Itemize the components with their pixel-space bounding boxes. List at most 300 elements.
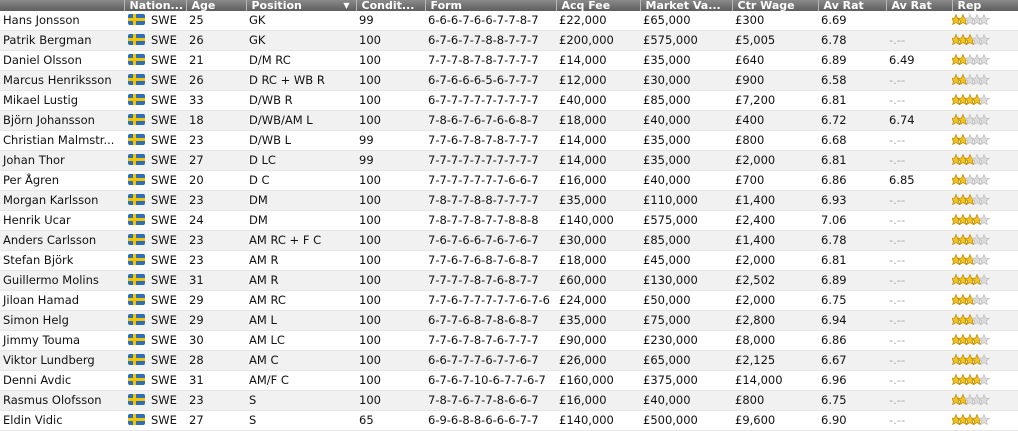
reputation-stars <box>952 131 1018 151</box>
age-cell: 28 <box>186 351 246 371</box>
reputation-stars <box>952 231 1018 251</box>
table-row[interactable] <box>0 291 1018 311</box>
col-header-ctr-wage[interactable]: Ctr Wage <box>732 0 818 11</box>
av-rat-2-cell: -.-- <box>889 133 906 147</box>
nationality-cell <box>124 211 186 231</box>
acq-fee-cell: £14,000 <box>559 133 607 147</box>
av-rat-2-cell: -.-- <box>886 311 952 331</box>
condition-cell: 100 <box>359 253 381 267</box>
star-empty-icon <box>978 354 987 364</box>
age-cell: 25 <box>189 13 204 27</box>
reputation-stars <box>952 351 1018 371</box>
av-rat-2-cell: -.-- <box>886 351 952 371</box>
col-header-condition[interactable]: Condit... <box>356 0 425 11</box>
star-empty-icon <box>978 114 987 124</box>
acq-fee-cell: £140,000 <box>559 213 614 227</box>
acq-fee-cell: £35,000 <box>556 311 640 331</box>
form-cell: 6-6-7-7-7-6-7-7-6-7 <box>425 351 556 371</box>
form-cell: 6-7-6-6-6-5-6-7-7-7 <box>425 71 556 91</box>
sweden-flag-icon <box>128 414 145 425</box>
acq-fee-cell: £26,000 <box>556 351 640 371</box>
form-cell: 7-7-7-7-8-7-6-8-7-7 <box>425 271 556 291</box>
condition-cell: 100 <box>356 191 425 211</box>
av-rat-2-cell: 6.85 <box>889 173 915 187</box>
nationality-cell <box>124 51 186 71</box>
nationality-code: SWE <box>151 113 177 127</box>
nationality-cell <box>124 291 186 311</box>
form-cell: 7-8-7-7-8-8-7-7-7-7 <box>425 191 556 211</box>
reputation-stars <box>952 311 1018 331</box>
ctr-wage-cell: £9,600 <box>735 413 776 427</box>
condition-cell: 100 <box>356 111 425 131</box>
ctr-wage-cell: £8,000 <box>735 333 776 347</box>
star-empty-icon <box>978 314 987 324</box>
av-rat-cell: 7.06 <box>821 213 847 227</box>
position-cell: AM RC <box>249 293 286 307</box>
form-cell: 6-7-7-6-8-7-8-6-8-7 <box>425 311 556 331</box>
col-header-av-rat-2[interactable]: Av Rat <box>886 0 952 11</box>
sweden-flag-icon <box>128 274 145 285</box>
col-header-age[interactable]: Age <box>186 0 246 11</box>
sweden-flag-icon <box>128 134 145 145</box>
nationality-code: SWE <box>151 73 177 87</box>
acq-fee-cell: £140,000 <box>559 413 614 427</box>
player-name[interactable]: Björn Johansson <box>0 111 124 131</box>
position-cell: AM R <box>249 253 279 267</box>
player-name[interactable]: Morgan Karlsson <box>0 191 124 211</box>
position-cell: DM <box>249 213 268 227</box>
ctr-wage-cell: £5,005 <box>732 31 818 51</box>
market-value-cell: £500,000 <box>643 413 698 427</box>
sweden-flag-icon <box>128 94 145 105</box>
age-cell: 23 <box>186 391 246 411</box>
acq-fee-cell: £35,000 <box>556 191 640 211</box>
condition-cell: 100 <box>359 53 381 67</box>
form-cell: 7-8-6-7-6-7-6-6-8-7 <box>425 111 556 131</box>
table-row[interactable] <box>0 171 1018 191</box>
sweden-flag-icon <box>128 194 145 205</box>
col-header-position[interactable] <box>246 0 356 11</box>
av-rat-2-cell: -.-- <box>886 271 952 291</box>
position-cell: AM L <box>246 311 356 331</box>
reputation-stars <box>952 411 1018 431</box>
table-row[interactable] <box>0 331 1018 351</box>
acq-fee-cell: £18,000 <box>559 253 607 267</box>
player-name[interactable]: Christian Malmstr... <box>3 133 115 147</box>
sweden-flag-icon <box>128 54 145 65</box>
form-cell: 7-7-6-7-6-8-7-6-8-7 <box>428 253 539 267</box>
acq-fee-cell: £200,000 <box>556 31 640 51</box>
ctr-wage-cell: £300 <box>735 13 765 27</box>
table-row[interactable] <box>0 11 1018 31</box>
av-rat-cell: 6.96 <box>821 373 847 387</box>
av-rat-cell: 6.93 <box>818 191 886 211</box>
ctr-wage-cell: £1,400 <box>732 231 818 251</box>
age-cell: 23 <box>186 231 246 251</box>
table-row[interactable] <box>0 211 1018 231</box>
ctr-wage-cell: £800 <box>735 133 765 147</box>
ctr-wage-cell: £700 <box>735 173 765 187</box>
form-cell: 6-7-7-7-7-7-7-7-7-7 <box>428 93 539 107</box>
nationality-cell <box>124 171 186 191</box>
nationality-cell <box>124 311 186 331</box>
market-value-cell: £110,000 <box>640 191 732 211</box>
nationality-cell <box>124 151 186 171</box>
nationality-code: SWE <box>151 33 177 47</box>
reputation-stars <box>952 271 1018 291</box>
table-row[interactable] <box>0 411 1018 431</box>
age-cell: 24 <box>189 213 204 227</box>
player-name[interactable]: Eldin Vidic <box>3 413 63 427</box>
form-cell: 6-9-6-8-8-6-6-6-7-7 <box>428 413 539 427</box>
sweden-flag-icon <box>128 374 145 385</box>
col-header-acq-fee[interactable]: Acq Fee <box>556 0 640 11</box>
av-rat-cell: 6.94 <box>818 311 886 331</box>
market-value-cell: £30,000 <box>640 71 732 91</box>
market-value-cell: £35,000 <box>643 53 691 67</box>
market-value-cell: £45,000 <box>643 253 691 267</box>
star-empty-icon <box>978 134 987 144</box>
table-row[interactable] <box>0 91 1018 111</box>
position-cell: D/M RC <box>249 53 291 67</box>
av-rat-cell: 6.75 <box>818 391 886 411</box>
sweden-flag-icon <box>128 394 145 405</box>
player-name[interactable]: Patrik Bergman <box>0 31 124 51</box>
table-row[interactable] <box>0 351 1018 371</box>
av-rat-2-cell: -.-- <box>889 373 906 387</box>
ctr-wage-cell: £2,000 <box>735 253 776 267</box>
market-value-cell: £50,000 <box>643 293 691 307</box>
star-empty-icon <box>978 374 987 384</box>
reputation-stars <box>952 331 1018 351</box>
sweden-flag-icon <box>128 314 145 325</box>
position-cell: GK <box>249 13 266 27</box>
av-rat-cell: 6.89 <box>818 271 886 291</box>
acq-fee-cell: £18,000 <box>556 111 640 131</box>
sweden-flag-icon <box>128 354 145 365</box>
age-cell: 23 <box>189 253 204 267</box>
ctr-wage-cell: £2,000 <box>735 293 776 307</box>
form-cell: 7-7-7-7-7-7-7-7-7-7 <box>425 151 556 171</box>
av-rat-cell: 6.78 <box>818 31 886 51</box>
col-header-market-value[interactable]: Market Va... <box>640 0 732 11</box>
acq-fee-cell: £30,000 <box>556 231 640 251</box>
market-value-cell: £575,000 <box>640 31 732 51</box>
position-cell: D/WB L <box>249 133 292 147</box>
acq-fee-cell: £60,000 <box>556 271 640 291</box>
reputation-stars <box>952 391 1018 411</box>
acq-fee-cell: £12,000 <box>556 71 640 91</box>
reputation-stars <box>952 11 1018 31</box>
nationality-code: SWE <box>151 253 177 267</box>
ctr-wage-cell: £2,125 <box>732 351 818 371</box>
av-rat-cell: 6.68 <box>821 133 847 147</box>
nationality-cell <box>124 411 186 431</box>
av-rat-cell: 6.86 <box>821 333 847 347</box>
sweden-flag-icon <box>128 334 145 345</box>
position-cell: AM/F C <box>249 373 289 387</box>
reputation-stars <box>952 91 1018 111</box>
nationality-code: SWE <box>151 353 177 367</box>
reputation-stars <box>952 191 1018 211</box>
nationality-code: SWE <box>151 193 177 207</box>
av-rat-cell: 6.90 <box>821 413 847 427</box>
star-empty-icon <box>978 94 987 104</box>
condition-cell: 99 <box>359 133 374 147</box>
market-value-cell: £35,000 <box>643 133 691 147</box>
market-value-cell: £575,000 <box>643 213 698 227</box>
av-rat-cell: 6.89 <box>821 53 847 67</box>
position-cell: AM C <box>246 351 356 371</box>
form-cell: 7-8-7-7-8-7-7-8-8-8 <box>428 213 539 227</box>
market-value-cell: £40,000 <box>640 111 732 131</box>
acq-fee-cell: £16,000 <box>556 391 640 411</box>
star-empty-icon <box>978 234 987 244</box>
market-value-cell: £375,000 <box>643 373 698 387</box>
market-value-cell: £35,000 <box>640 151 732 171</box>
ctr-wage-cell: £1,400 <box>732 191 818 211</box>
condition-cell: 99 <box>356 151 425 171</box>
condition-cell: 100 <box>359 373 381 387</box>
reputation-stars <box>952 251 1018 271</box>
av-rat-cell: 6.81 <box>821 93 847 107</box>
player-name[interactable]: Jimmy Touma <box>3 333 81 347</box>
av-rat-2-cell: -.-- <box>886 191 952 211</box>
ctr-wage-cell: £800 <box>732 391 818 411</box>
position-cell: AM LC <box>249 333 285 347</box>
position-cell: D C <box>249 173 270 187</box>
market-value-cell: £130,000 <box>640 271 732 291</box>
av-rat-cell: 6.58 <box>818 71 886 91</box>
table-row[interactable] <box>0 71 1018 91</box>
market-value-cell: £40,000 <box>640 391 732 411</box>
nationality-code: SWE <box>151 213 177 227</box>
table-row[interactable] <box>0 371 1018 391</box>
table-row[interactable] <box>0 31 1018 51</box>
age-cell: 29 <box>186 311 246 331</box>
position-cell: S <box>246 391 356 411</box>
player-name[interactable]: Rasmus Olofsson <box>0 391 124 411</box>
star-empty-icon <box>978 34 987 44</box>
age-cell: 21 <box>189 53 204 67</box>
form-cell: 7-7-6-7-8-7-8-7-7-7 <box>428 133 539 147</box>
av-rat-cell: 6.86 <box>821 173 847 187</box>
sweden-flag-icon <box>128 154 145 165</box>
market-value-cell: £85,000 <box>640 231 732 251</box>
nationality-cell <box>124 391 186 411</box>
ctr-wage-cell: £2,000 <box>732 151 818 171</box>
player-name[interactable]: Anders Carlsson <box>0 231 124 251</box>
player-name[interactable]: Marcus Henriksson <box>0 71 124 91</box>
nationality-cell <box>124 331 186 351</box>
nationality-code: SWE <box>151 333 177 347</box>
condition-cell: 100 <box>356 271 425 291</box>
av-rat-2-cell: -.-- <box>889 333 906 347</box>
col-header-name[interactable] <box>0 0 124 11</box>
reputation-stars <box>952 211 1018 231</box>
nationality-code: SWE <box>151 233 177 247</box>
star-empty-icon <box>978 274 987 284</box>
player-name[interactable]: Simon Helg <box>0 311 124 331</box>
ctr-wage-cell: £2,400 <box>735 213 776 227</box>
reputation-stars <box>952 151 1018 171</box>
position-cell: DM <box>246 191 356 211</box>
acq-fee-cell: £22,000 <box>559 13 607 27</box>
nationality-code: SWE <box>151 373 177 387</box>
av-rat-cell: 6.72 <box>818 111 886 131</box>
star-empty-icon <box>978 294 987 304</box>
age-cell: 20 <box>189 173 204 187</box>
condition-cell: 100 <box>359 93 381 107</box>
sweden-flag-icon <box>128 174 145 185</box>
position-cell: D/WB R <box>249 93 293 107</box>
form-cell: 6-7-6-7-7-8-8-7-7-7 <box>425 31 556 51</box>
table-row[interactable] <box>0 231 1018 251</box>
ctr-wage-cell: £2,502 <box>732 271 818 291</box>
sweden-flag-icon <box>128 114 145 125</box>
market-value-cell: £230,000 <box>643 333 698 347</box>
acq-fee-cell: £16,000 <box>559 173 607 187</box>
av-rat-2-cell: 6.74 <box>886 111 952 131</box>
player-name[interactable]: Hans Jonsson <box>3 13 80 27</box>
table-row[interactable] <box>0 111 1018 131</box>
av-rat-2-cell: -.-- <box>886 151 952 171</box>
sweden-flag-icon <box>128 14 145 25</box>
sweden-flag-icon <box>128 214 145 225</box>
col-header-nationality[interactable]: Nation... <box>124 0 186 11</box>
av-rat-2-cell <box>886 11 952 31</box>
nationality-cell <box>124 111 186 131</box>
table-row[interactable] <box>0 51 1018 71</box>
reputation-stars <box>952 31 1018 51</box>
form-cell: 7-7-6-7-8-7-6-7-7-7 <box>428 333 539 347</box>
market-value-cell: £65,000 <box>640 351 732 371</box>
table-row[interactable] <box>0 151 1018 171</box>
player-name[interactable]: Guillermo Molins <box>0 271 124 291</box>
star-empty-icon <box>978 74 987 84</box>
condition-cell: 100 <box>356 31 425 51</box>
table-row[interactable] <box>0 251 1018 271</box>
market-value-cell: £40,000 <box>643 173 691 187</box>
condition-cell: 100 <box>356 231 425 251</box>
player-name[interactable]: Stefan Björk <box>3 253 74 267</box>
player-name[interactable]: Henrik Ucar <box>3 213 71 227</box>
condition-cell: 100 <box>356 71 425 91</box>
reputation-stars <box>952 291 1018 311</box>
av-rat-2-cell: -.-- <box>889 213 906 227</box>
av-rat-2-cell: -.-- <box>886 391 952 411</box>
player-name[interactable]: Daniel Olsson <box>3 53 82 67</box>
position-cell: AM RC + F C <box>246 231 356 251</box>
nationality-cell <box>124 131 186 151</box>
ctr-wage-cell: £2,800 <box>732 311 818 331</box>
col-header-form[interactable]: Form <box>425 0 556 11</box>
ctr-wage-cell: £900 <box>732 71 818 91</box>
sweden-flag-icon <box>128 74 145 85</box>
condition-cell: 65 <box>359 413 374 427</box>
av-rat-2-cell: 6.49 <box>889 53 915 67</box>
player-name[interactable]: Johan Thor <box>0 151 124 171</box>
position-cell: GK <box>246 31 356 51</box>
sort-down-icon: ▼ <box>343 1 350 10</box>
player-name[interactable]: Mikael Lustig <box>3 93 79 107</box>
av-rat-2-cell: -.-- <box>889 93 906 107</box>
age-cell: 30 <box>189 333 204 347</box>
table-row[interactable] <box>0 131 1018 151</box>
form-cell: 6-6-6-7-6-6-7-7-8-7 <box>428 13 539 27</box>
av-rat-2-cell: -.-- <box>886 231 952 251</box>
nationality-code: SWE <box>151 93 177 107</box>
age-cell: 27 <box>186 151 246 171</box>
age-cell: 31 <box>189 373 204 387</box>
player-name[interactable]: Per Ågren <box>3 173 59 187</box>
ctr-wage-cell: £640 <box>735 53 765 67</box>
position-cell: D/WB/AM L <box>246 111 356 131</box>
player-name[interactable]: Viktor Lundberg <box>0 351 124 371</box>
acq-fee-cell: £40,000 <box>559 93 607 107</box>
condition-cell: 100 <box>359 333 381 347</box>
col-header-rep[interactable]: Rep <box>952 0 1018 11</box>
sweden-flag-icon <box>128 294 145 305</box>
av-rat-cell: 6.81 <box>818 151 886 171</box>
nationality-cell <box>124 251 186 271</box>
age-cell: 27 <box>189 413 204 427</box>
nationality-cell <box>124 31 186 51</box>
table-row[interactable] <box>0 191 1018 211</box>
acq-fee-cell: £24,000 <box>559 293 607 307</box>
reputation-stars <box>952 171 1018 191</box>
reputation-stars <box>952 51 1018 71</box>
nationality-code: SWE <box>151 13 177 27</box>
condition-cell: 100 <box>359 293 381 307</box>
nationality-code: SWE <box>151 293 177 307</box>
condition-cell: 99 <box>359 13 374 27</box>
star-empty-icon <box>978 194 987 204</box>
nationality-code: SWE <box>151 413 177 427</box>
nationality-cell <box>124 271 186 291</box>
ctr-wage-cell: £400 <box>732 111 818 131</box>
player-name[interactable]: Jiloan Hamad <box>3 293 80 307</box>
nationality-code: SWE <box>151 273 177 287</box>
star-empty-icon <box>978 214 987 224</box>
reputation-stars <box>952 111 1018 131</box>
table-row[interactable] <box>0 271 1018 291</box>
table-row[interactable] <box>0 311 1018 331</box>
form-cell: 7-6-7-6-6-7-6-7-6-7 <box>425 231 556 251</box>
av-rat-2-cell: -.-- <box>886 31 952 51</box>
form-cell: 7-7-7-8-7-8-7-7-7-7 <box>428 53 539 67</box>
table-row[interactable] <box>0 391 1018 411</box>
av-rat-cell: 6.81 <box>821 253 847 267</box>
av-rat-2-cell: -.-- <box>886 71 952 91</box>
player-name[interactable]: Denni Avdic <box>3 373 72 387</box>
market-value-cell: £85,000 <box>643 93 691 107</box>
position-cell: D LC <box>246 151 356 171</box>
nationality-code: SWE <box>151 133 177 147</box>
star-empty-icon <box>978 334 987 344</box>
col-header-av-rat[interactable]: Av Rat <box>818 0 886 11</box>
av-rat-cell: 6.69 <box>821 13 847 27</box>
position-cell: D RC + WB R <box>246 71 356 91</box>
sweden-flag-icon <box>128 234 145 245</box>
age-cell: 23 <box>186 191 246 211</box>
star-empty-icon <box>978 414 987 424</box>
age-cell: 29 <box>189 293 204 307</box>
star-empty-icon <box>978 54 987 64</box>
age-cell: 33 <box>189 93 204 107</box>
age-cell: 26 <box>186 71 246 91</box>
nationality-cell <box>124 351 186 371</box>
